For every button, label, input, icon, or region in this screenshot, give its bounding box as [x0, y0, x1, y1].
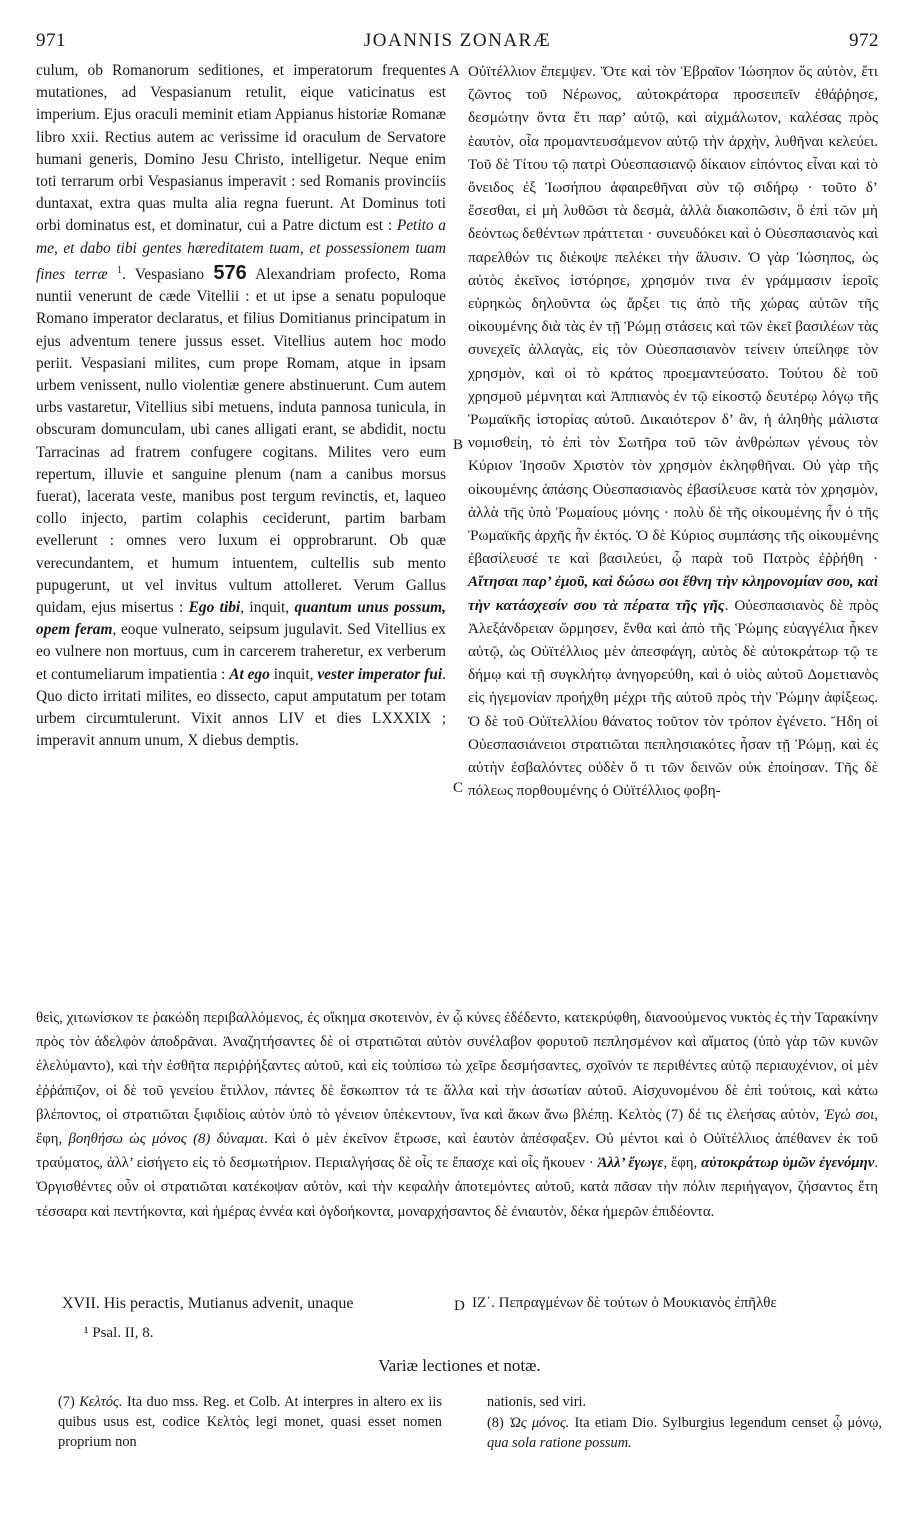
- latin-quote: Ego tibi: [188, 599, 241, 616]
- margin-letter-c: C: [453, 780, 464, 796]
- latin-text: Alexandriam profecto, Roma nuntii venerunt de cæde Vitellii : et ut ipse a senatu populoque Romano imperator declaratus, et filius Domitianus principatum in ejus adventum tenere jussus esset. Vitellius autem hoc modo periit. Vespasiani milites, cum prope Romam, atque in ipsam urbem venissent, nullo violentiæ genere abstinuerunt. Cum autem urbs vastaretur, Vitellius sibi metuens, induta pannosa tunicula, in obscuram domunculam, ubi canes alligati erant, se abdidit, noctu Tarracinas ad fratrem confugere cogitans. Milites vero eum repertum, illuvie et sanguine plenum (nam a canibus morsus fuerat), lacerata veste, manibus post tergum revinctis, et, laqueo collo injecto, partim colaphis ceciderunt, partim barbam evellerunt : omnes vero luxum ei opprobrarunt. Ob quæ verecundantem, et humum intuentem, cultellis sub mento pupugerunt, ut vel invitus vultum attolleret. Verum Gallus quidam, ejus misertus :: [36, 265, 446, 616]
- latin-quote: vester imperator fui: [317, 665, 443, 683]
- margin-letter-a: A: [449, 63, 460, 79]
- greek-psalm-quote: Αἴτησαι παρ’ ἐμοῦ, καὶ δώσω σοι ἔθνη τὴν κληρονομίαν σου, καὶ τὴν κατάσχεσίν σου τὰ πέρατα τῆς γῆς: [468, 573, 878, 614]
- note-lemma: Κελτός.: [79, 1394, 123, 1410]
- footnote: ¹ Psal. II, 8.: [84, 1325, 154, 1341]
- note-text: Ita etiam Dio. Sylburgius legendum censet ᾧ μόνῳ,: [574, 1415, 882, 1431]
- latin-quote: quantum unus possum, opem feram: [36, 599, 446, 639]
- greek-text: , ἔφη,: [36, 1106, 878, 1148]
- greek-quote: Ἐγώ σοι: [824, 1106, 875, 1123]
- greek-text: , ἔφη,: [663, 1155, 698, 1172]
- section-heading-latin: XVII. His peractis, Mutianus advenit, unaque: [62, 1295, 354, 1312]
- latin-quote: At ego: [229, 665, 270, 683]
- latin-psalm-quote: Petito a me, et dabo tibi gentes hæreditatem tuam, et possessionem tuam fines terræ: [36, 217, 446, 283]
- greek-text: θεὶς, χιτωνίσκον τε ῥακώδη περιβαλλόμενος, ἐς οἴκημα σκοτεινὸν, ἐν ᾧ κύνες ἐδέδεντο, κατεκρύφθη, διανοούμενος νυκτὸς ἐς τὴν Ταρακίνην πρὸς τὸν ἀδελφὸν ἀποδρᾶναι. Ἀναζητήσαντες δὲ οἱ στρατιῶται αὐτὸν συνέλαβον φορυτοῦ πεπλησμένον καὶ αἵματος (ὑπὸ γὰρ τῶν κυνῶν ἐλελύμαντο), καὶ τὴν ἐσθῆτα περιῤῥήξαντες αὐτοῦ, καὶ εἰς τοὐπίσω τὼ χεῖρε δεσμήσαντες, σχοῖνόν τε περιθέντες αὐτῷ περιαυχένιον, οἱ μὲν ἐῤῥάπιζον, οἱ δὲ τοῦ γενείου ἔτιλλον, πάντες δὲ ἔσκωπτον τά τε ἄλλα καὶ τὴν ἀσωτίαν αὐτοῦ. Αἰσχυνομένου δὲ ἐπὶ τούτοις, καὶ κάτω βλέποντος, οἱ στρατιῶται ξιφιδίοις αὐτὸν ὑπὸ τὸ γένειον ὑπέκεντουν, ἵνα καὶ ἄκων ἄνω βλέπῃ. Κελτὸς (7) δέ τις ἐλεήσας αὐτὸν,: [36, 1010, 878, 1123]
- page-number-left: 971: [36, 30, 66, 51]
- greek-text: . Ὀργισθέντες οὖν οἱ στρατιῶται κατέκοψαν αὐτὸν, καὶ τὴν κεφαλὴν ἀποτεμόντες αὐτοῦ, κατὰ πᾶσαν τὴν πόλιν περιήγαγον, ζήσαντος ἔτη τέσσαρα καὶ πεντήκοντα, καὶ ἡμέρας ἐννέα καὶ ὀγδοήκοντα, μοναρχήσαντος δὲ ἐνιαυτὸν, δέκα ἡμερῶν ἐπιδέοντα.: [36, 1155, 879, 1220]
- running-title: JOANNIS ZONARÆ: [363, 30, 552, 51]
- variae-lectiones-title: Variæ lectiones et notæ.: [378, 1356, 541, 1375]
- column-number: 576: [213, 261, 247, 284]
- greek-quote: Ἀλλ’ ἔγωγε: [597, 1155, 664, 1172]
- note-8: [487, 1413, 882, 1453]
- greek-text: . Οὐεσπασιανὸς δὲ πρὸς Ἀλεξάνδρειαν ὥρμησεν, ἔνθα καὶ ἀπὸ τῆς Ῥώμης εὐαγγέλια ἧκεν αὐτῷ, ὡς Οὐϊτέλλιος μὲν ἀπεσφάγη, αὐτὸς δὲ αὐτοκράτωρ τῷ τε δήμῳ καὶ τῇ συγκλήτῳ ἀνηγορεύθη, καὶ ὁ υἱὸς αὐτοῦ Δομετιανὸς εἰς ἡγεμονίαν προήχθη μέχρι τῆς αὐτοῦ πρὸς τὴν Ῥώμην ἀφίξεως. Ὁ δὲ τοῦ Οὐϊτελλίου θάνατος τοῦτον τὸν τρόπον ἐγένετο. Ἤδη οἱ Οὐεσπασιάνειοι στρατιῶται πεπλησιακότες ἦσαν τῇ Ῥώμῃ, καὶ ἐς αὐτὴν ἐσβαλόντες οὐδὲν ὅ τι τῶν δεινῶν οὐκ ἐποίησαν. Τῆς δὲ πόλεως πορθουμένης ὁ Οὐϊτέλλιος φοβη-: [468, 596, 878, 800]
- note-number: (7): [58, 1394, 75, 1410]
- footnote-marker: 1: [116, 264, 122, 276]
- page-header: [36, 30, 879, 58]
- note-7: [58, 1392, 442, 1452]
- note-italic: qua sola ratione possum.: [487, 1435, 632, 1451]
- greek-quote: βοηθήσω ὡς μόνος (8) δύναμαι: [68, 1131, 264, 1148]
- latin-column: [36, 60, 446, 752]
- latin-text: , eoque vulnerato, seipsum jugulavit. Sed Vitellius ex eo vulnere non mortuus, cum in carcerem traheretur, ex verberum et contumeliarum impatientia :: [36, 621, 447, 683]
- greek-text: Οὐϊτέλλιον ἔπεμψεν. Ὅτε καὶ τὸν Ἑβραῖον Ἰώσηπον ὅς αὐτὸν, ἔτι ζῶντος τοῦ Νέρωνος, αὐτοκράτορα προσειπεῖν ἐθάῤῥησε, δεσμώτην ὄντα ἔτι παρ’ αὐτῷ, καὶ αἰχμάλωτον, καλέσας πρὸς ἑαυτὸν, οἷα προμαντευσάμενον αὐτῷ τὴν ἀρχὴν, λυθῆναι κελεύει. Τοῦ δὲ Τίτου τῷ πατρὶ Οὐεσπασιανῷ δίκαιον εἰπόντος εἶναι καὶ τὸ ὄνειδος ἐξ Ἰωσήπου ἀφαιρεθῆναι σὺν τῷ σιδήρῳ · τοῦτο δ’ ἔσεσθαι, εἰ μὴ λυθῶσι τὰ δεσμὰ, ἀλλὰ διακοπῶσιν, ὃ ἐπὶ τῶν μὴ δεόντως δεθέντων πράττεται · συνευδόκει καὶ ὁ Οὐεσπασιανὸς καὶ παρελθών τις διέκοψε πελέκει τὴν ἅλυσιν. Ὁ γὰρ Ἰώσηπος, ὡς αὐτὸς ἐκεῖνος ἱστόρησε, χρησμόν τινα ἐν γράμμασιν ἱεροῖς εὑρηκὼς δηλοῦντα ὡς ἄρξει τις ἀπὸ τῆς χώρας αὐτῶν τῆς οἰκουμένης διὰ τὰς ἐν τῇ Ῥώμῃ στάσεις καὶ τῶν ἐκεῖ βασιλέων τὰς συνεχεῖς ἀλλαγὰς, εἰς τὸν Οὐεσπασιανὸν τείνειν ὑπείληφε τὸν χρησμὸν, καὶ οἱ τὸ κράτος προεμαντεύσατο. Τούτου δὲ τοῦ χρησμοῦ μέμνηται καὶ Ἀππιανὸς ἐν τῷ εἰκοστῷ δευτέρῳ λόγῳ τῆς Ῥωμαϊκῆς ἱστορίας αὐτοῦ. Δικαιότερον δ’ ἂν, ἡ ἀληθὴς μάλιστα νομισθείη, τὸ ἐπὶ τὸν Σωτῆρα τοῦ τῶν ἀνθρώπων γένους τὸν Κύριον Ἰησοῦν Χριστὸν τὸν χρησμὸν ἐκληφθῆναι. Οὐ γὰρ τῆς οἰκουμένης ἁπάσης Οὐεσπασιανὸς ἐβασίλευσε κατὰ τὸν χρησμὸν, ἀλλὰ τῆς ὑπὸ Ῥωμαίους μόνης · πολὺ δὲ τῆς οἰκουμένης ἦν ὁ τῆς Ῥωμαϊκῆς ἀρχῆς ἦν ἐκτός. Ὁ δὲ Κύριος συμπάσης τῆς οἰκουμένης ἐβασίλευσέ τε καὶ βασιλεύει, ᾧ παρὰ τοῦ Πατρὸς ἐῤῥήθη ·: [468, 63, 878, 568]
- note-7-continuation: nationis, sed viri.: [487, 1394, 587, 1410]
- page-number-right: 972: [849, 30, 879, 51]
- greek-quote: αὐτοκράτωρ ὑμῶν ἐγενόμην: [701, 1155, 875, 1172]
- section-heading-greek: ΙΖ΄. Πεπραγμένων δὲ τούτων ὁ Μουκιανὸς ἐπῆλθε: [472, 1295, 777, 1311]
- latin-text: inquit,: [273, 665, 314, 683]
- margin-letter-b: B: [453, 437, 464, 453]
- greek-text: . Καὶ ὁ μὲν ἐκεῖνον ἔτρωσε, καὶ ἑαυτὸν ἀπέσφαξεν. Οὐ μέντοι καὶ ὁ Οὐϊτέλλιος ἀπέθανεν ἐκ τοῦ τραύματος, ἀλλ’ εἰσήγετο εἰς τὸ δεσμωτήριον. Περιαλγήσας δὲ οἷς τε ἔπασχε καὶ οἷς ἤκουεν ·: [36, 1131, 878, 1172]
- latin-text: . Quo dicto irritati milites, eo dissecto, caput amputatum per totam urbem circumtulerunt. Vixit annos LIV et dies LXXXIX ; imperavit annum unum, X diebus demptis.: [36, 665, 446, 750]
- latin-text: , inquit,: [240, 599, 290, 616]
- note-text: Ita duo mss. Reg. et Colb. At interpres in altero ex iis quibus usus est, codice Κελτὸς legi monet, quasi esset nomen proprium non: [58, 1394, 442, 1450]
- margin-letter-d: D: [454, 1298, 465, 1314]
- note-number: (8): [487, 1415, 504, 1431]
- latin-text: culum, ob Romanorum seditiones, et imperatorum frequentes mutationes, ad Vespasianum retulit, eique vaticinatus est imperium. Ejus oraculi meminit etiam Appianus historiæ Romanæ libro xxii. Rectius autem ac verissime id oraculum de Servatore humani generis, Domino Jesu Christo, intelligetur. Neque enim toti terrarum orbi Vespasianus imperavit : sed Romanis provinciis duntaxat, extra quas multa alia regna fuerunt. At Dominus toti orbi dominatus est, et dominatur, cui a Patre dictum est :: [36, 62, 446, 235]
- latin-text: . Vespasiano: [121, 265, 205, 283]
- greek-column: [468, 60, 878, 803]
- greek-full-width-text: [36, 1006, 878, 1224]
- note-lemma: Ὡς μόνος.: [508, 1415, 570, 1431]
